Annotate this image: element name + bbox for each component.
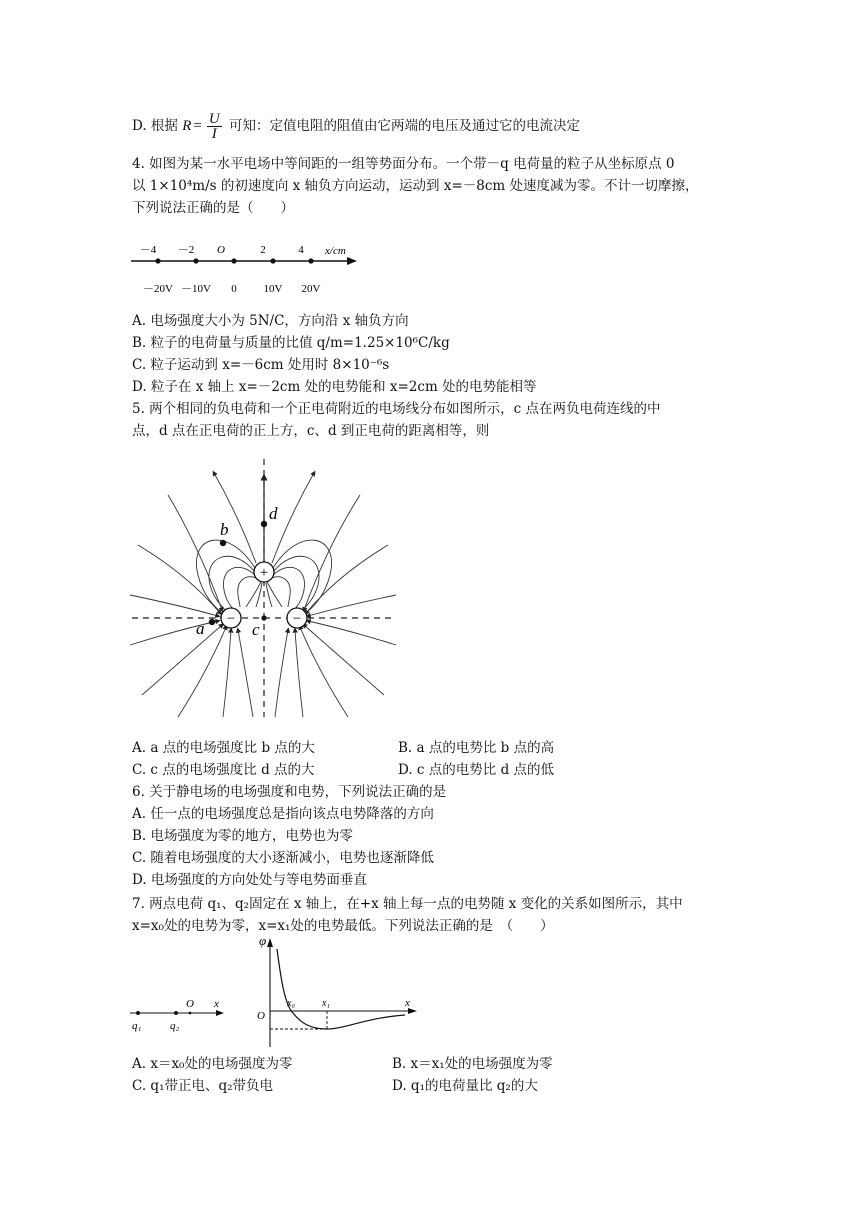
q5-option-c: C. c 点的电场强度比 d 点的大 — [132, 762, 315, 778]
tick-x1: x₁ — [322, 998, 330, 1009]
q4-axis-arrow — [347, 257, 357, 265]
label-b: b — [220, 520, 229, 539]
tick-x0: x₀ — [287, 998, 295, 1009]
label-q2: q₂ — [170, 1020, 180, 1032]
q4-tick-label: －4 — [139, 244, 157, 256]
charge-q2 — [174, 1011, 178, 1015]
q4-stem-line1: 4. 如图为某一水平电场中等间距的一组等势面分布。一个带－q 电荷量的粒子从坐标原点 0 — [132, 156, 675, 172]
q4-option-b: B. 粒子的电荷量与质量的比值 q/m=1.25×10⁶C/kg — [132, 335, 450, 351]
q5-option-b: B. a 点的电势比 b 点的高 — [398, 740, 555, 756]
q4-tick-label: O — [217, 244, 225, 256]
q4-option-d: D. 粒子在 x 轴上 x=－2cm 处的电势能和 x=2cm 处的电势能相等 — [132, 379, 537, 395]
q4-tick-point — [270, 258, 275, 263]
q7-option-b: B. x＝x₁处的电场强度为零 — [392, 1056, 553, 1072]
q4-option-a: A. 电场强度大小为 5N/C，方向沿 x 轴负方向 — [132, 313, 409, 329]
formula-numerator: U — [208, 111, 220, 127]
q4-potential-label: －10V — [181, 283, 211, 295]
charge-q1 — [136, 1011, 140, 1015]
q6-option-a: A. 任一点的电场强度总是指向该点电势降落的方向 — [132, 806, 434, 822]
q7-potential-graph — [255, 935, 420, 1050]
point-c — [261, 615, 266, 620]
q4-stem-line3: 下列说法正确的是（ ） — [132, 200, 294, 216]
q5-field-lines-figure — [128, 455, 398, 720]
q4-tick-label: －2 — [177, 244, 195, 256]
label-d: d — [269, 504, 278, 523]
q6-option-b: B. 电场强度为零的地方，电势也为零 — [132, 828, 354, 844]
origin-label: O — [257, 1010, 265, 1022]
q5-field-lines — [130, 473, 396, 717]
q4-tick-point — [155, 258, 160, 263]
q7-stem-line2: x=x₀处的电势为零，x=x₁处的电势最低。下列说法正确的是 （ ） — [132, 918, 554, 934]
q4-equipotential-figure — [125, 236, 365, 300]
q4-potential-label: 20V — [301, 283, 321, 295]
q7-left-axis-arrow — [216, 1010, 224, 1016]
q4-option-c: C. 粒子运动到 x=－6cm 处用时 8×10⁻⁶s — [132, 357, 390, 373]
q6-stem: 6. 关于静电场的电场强度和电势，下列说法正确的是 — [132, 784, 447, 800]
point-d — [261, 521, 267, 527]
phi-axis-arrow — [267, 938, 273, 947]
formula-r: R — [182, 118, 192, 134]
label-o-left: O — [186, 998, 194, 1010]
origin-point — [189, 1012, 192, 1015]
q4-potential-label: －20V — [143, 283, 173, 295]
q5-stem-line2: 点，d 点在正电荷的正上方，c、d 到正电荷的距离相等，则 — [132, 423, 490, 439]
formula-eq: = — [193, 118, 202, 134]
q4-tick-label: 4 — [298, 244, 304, 256]
x-label-right: x — [405, 997, 410, 1009]
potential-curve — [277, 949, 405, 1029]
label-a: a — [196, 619, 205, 638]
point-a — [209, 619, 215, 625]
label-c: c — [252, 620, 260, 639]
q3-option-d — [132, 112, 580, 141]
q6-option-d: D. 电场强度的方向处处与等电势面垂直 — [132, 872, 367, 888]
q6-option-c: C. 随着电场强度的大小逐渐减小，电势也逐渐降低 — [132, 850, 434, 866]
formula-denominator: I — [211, 126, 217, 142]
q7-option-c: C. q₁带正电、q₂带负电 — [132, 1078, 274, 1094]
label-q1: q₁ — [132, 1020, 142, 1032]
q4-potential-label: 0 — [231, 283, 237, 295]
phi-label: φ — [259, 935, 267, 948]
q7-stem-line1: 7. 两点电荷 q₁、q₂固定在 x 轴上，在+x 轴上每一点的电势随 x 变化的关系如图所示，其中 — [132, 896, 683, 912]
negative-charge-left-sign: − — [226, 611, 236, 627]
q7-option-a: A. x＝x₀处的电场强度为零 — [132, 1056, 293, 1072]
q4-stem-line2: 以 1×10⁴m/s 的初速度向 x 轴负方向运动，运动到 x=－8cm 处速度减为零。不计一切摩擦， — [132, 178, 699, 194]
q5-option-d: D. c 点的电势比 d 点的低 — [398, 762, 555, 778]
q4-potential-label: 10V — [263, 283, 283, 295]
formula-fraction — [207, 112, 222, 141]
q5-stem-line1: 5. 两个相同的负电荷和一个正电荷附近的电场线分布如图所示，c 点在两负电荷连线的中 — [132, 401, 661, 417]
label-x-left: x — [214, 998, 219, 1010]
q7-option-d: D. q₁的电荷量比 q₂的大 — [392, 1078, 538, 1094]
q4-tick-point — [193, 258, 198, 263]
q3-option-d-prefix: D. 根据 — [132, 118, 183, 134]
q5-option-a: A. a 点的电场强度比 b 点的大 — [132, 740, 315, 756]
q4-axis-label: x/cm — [325, 245, 346, 257]
q3-option-d-suffix: 可知：定值电阻的阻值由它两端的电压及通过它的电流决定 — [224, 118, 580, 134]
q4-tick-point — [308, 258, 313, 263]
positive-charge-sign: + — [259, 565, 269, 581]
q4-tick-point — [231, 258, 236, 263]
q7-charges-figure — [128, 995, 228, 1033]
q4-tick-label: 2 — [260, 244, 266, 256]
point-b — [220, 540, 226, 546]
negative-charge-right-sign: − — [292, 611, 302, 627]
